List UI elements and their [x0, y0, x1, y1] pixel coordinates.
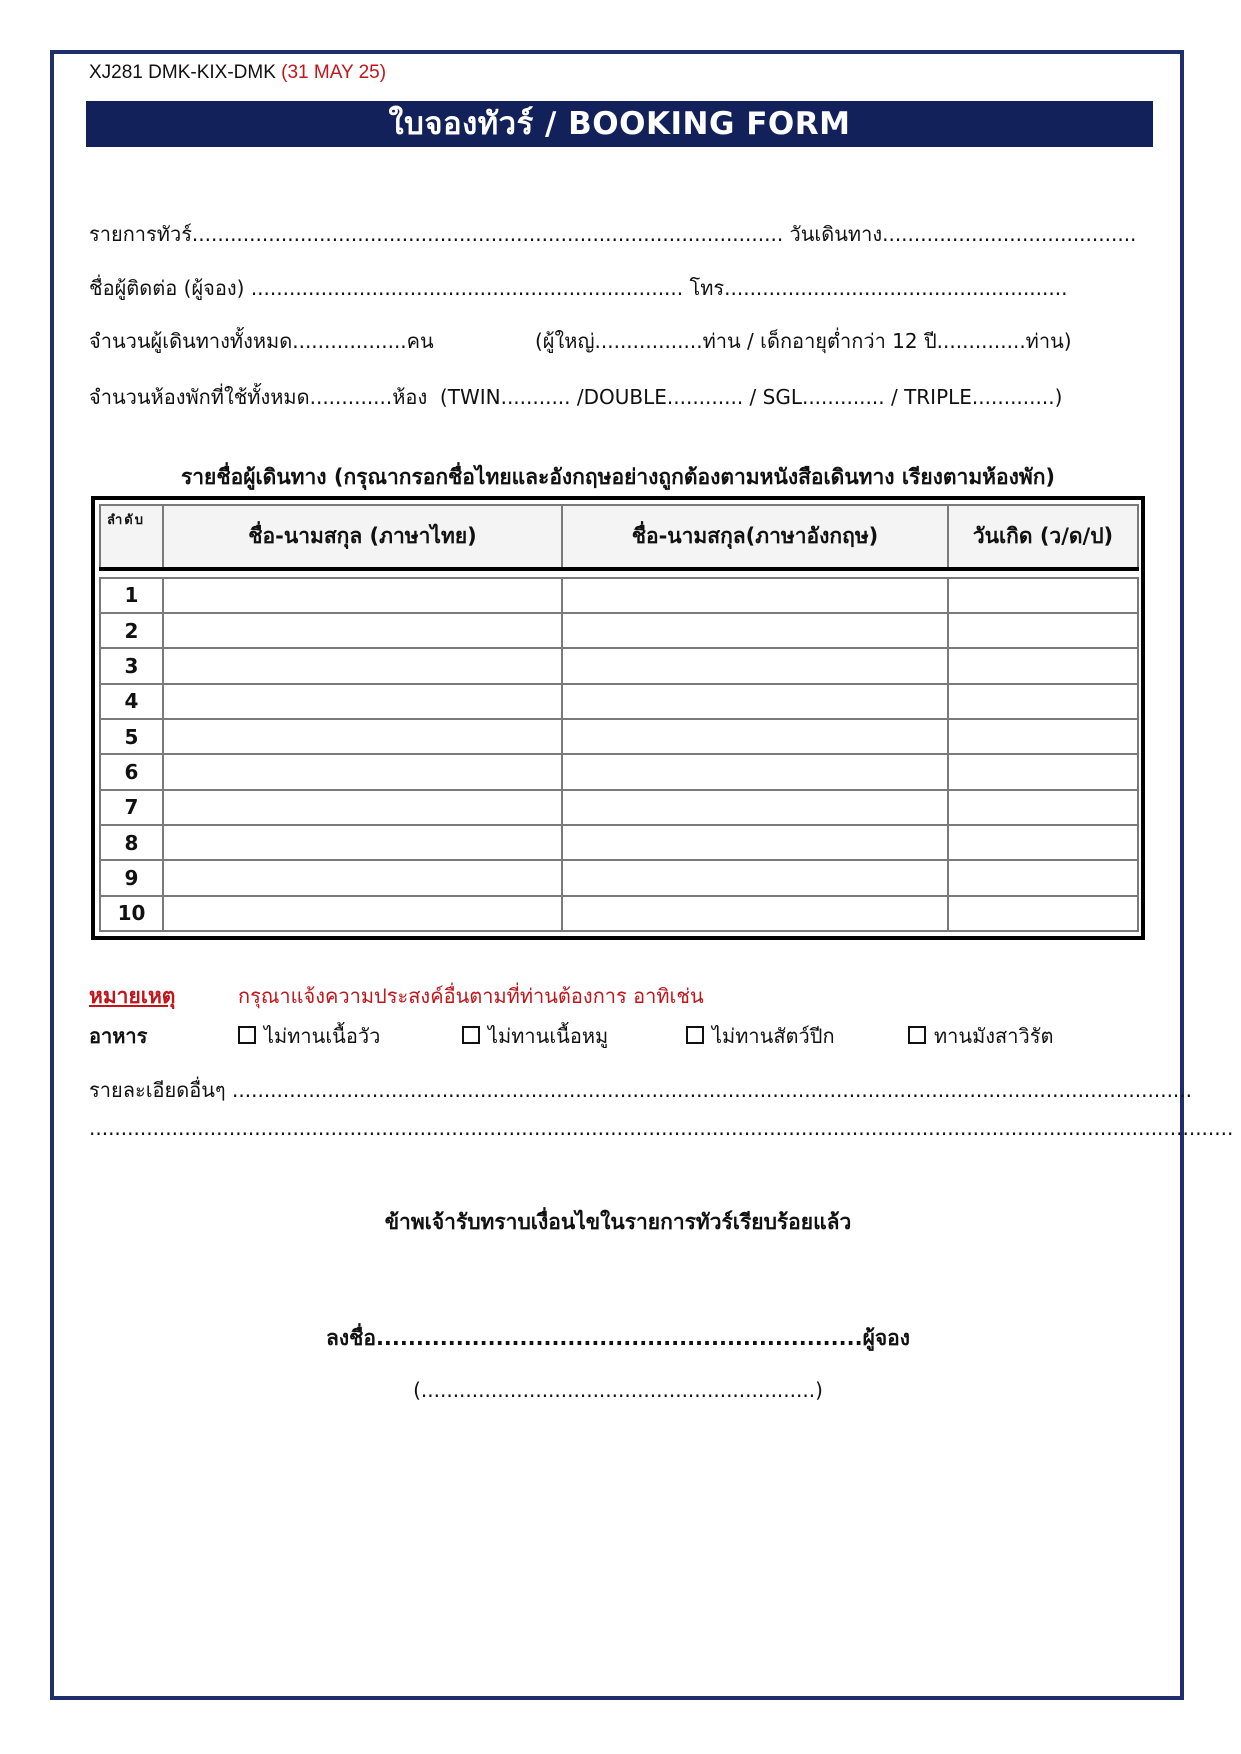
- other-details-line[interactable]: [89, 1074, 1192, 1106]
- birthdate-cell[interactable]: [948, 613, 1138, 648]
- table-row: [100, 860, 1138, 895]
- english-name-cell[interactable]: [562, 719, 948, 754]
- row-number: 10: [100, 896, 163, 931]
- table-row: [100, 790, 1138, 825]
- row-number: 1: [100, 578, 163, 613]
- other-details-text-2: ....................................................................................................................................................................................: [89, 1116, 1234, 1140]
- tour-code: XJ281 DMK-KIX-DMK: [89, 62, 276, 83]
- passenger-list-heading: รายชื่อผู้เดินทาง (กรุณากรอกชื่อไทยและอังกฤษอย่างถูกต้องตามหนังสือเดินทาง เรียงตามห้องพัก): [180, 465, 1056, 489]
- other-details-line-2[interactable]: [89, 1116, 1233, 1140]
- option-no-pork[interactable]: ไม่ทานเนื้อหมู: [462, 1020, 608, 1052]
- thai-name-cell[interactable]: [163, 790, 562, 825]
- thai-name-cell[interactable]: [163, 825, 562, 860]
- row-number: 7: [100, 790, 163, 825]
- birthdate-cell[interactable]: [948, 684, 1138, 719]
- table-row: [100, 754, 1138, 789]
- adult-child-count-text: (ผู้ใหญ่.................ท่าน / เด็กอายุต่ำกว่า 12 ปี..............ท่าน): [535, 329, 1072, 353]
- birthdate-cell[interactable]: [948, 790, 1138, 825]
- row-number: 4: [100, 684, 163, 719]
- contact-name-text: ชื่อผู้ติดต่อ (ผู้จอง) .................................................................... โทร......................................................: [89, 276, 1068, 300]
- thai-name-cell[interactable]: [163, 860, 562, 895]
- english-name-cell[interactable]: [562, 578, 948, 613]
- english-name-cell[interactable]: [562, 684, 948, 719]
- table-row: [100, 896, 1138, 931]
- thai-name-cell[interactable]: [163, 648, 562, 683]
- form-title: ใบจองทัวร์ / BOOKING FORM: [86, 101, 1153, 147]
- english-name-cell[interactable]: [562, 648, 948, 683]
- table-row: [100, 825, 1138, 860]
- room-count-line[interactable]: [89, 381, 1062, 413]
- table-header-row: [100, 505, 1138, 569]
- english-name-cell[interactable]: [562, 825, 948, 860]
- row-number: 9: [100, 860, 163, 895]
- checkbox-vegetarian[interactable]: [908, 1026, 926, 1044]
- table-row: [100, 613, 1138, 648]
- table-row: [100, 578, 1138, 613]
- traveler-count-text: จำนวนผู้เดินทางทั้งหมด..................คน: [89, 329, 434, 353]
- signature-name-line[interactable]: (..............................................................): [413, 1378, 823, 1402]
- thai-name-cell[interactable]: [163, 613, 562, 648]
- english-name-cell[interactable]: [562, 754, 948, 789]
- english-name-cell[interactable]: [562, 790, 948, 825]
- passenger-table: [91, 496, 1145, 940]
- col-header-birthdate: วันเกิด (ว/ด/ป): [948, 505, 1138, 569]
- acknowledgement: ข้าพเจ้ารับทราบเงื่อนไขในรายการทัวร์เรียบร้อยแล้ว: [384, 1210, 852, 1234]
- english-name-cell[interactable]: [562, 613, 948, 648]
- birthdate-cell[interactable]: [948, 578, 1138, 613]
- table-row: [100, 719, 1138, 754]
- english-name-cell[interactable]: [562, 860, 948, 895]
- header-separator: [100, 569, 1138, 578]
- option-no-poultry[interactable]: ไม่ทานสัตว์ปีก: [686, 1020, 835, 1052]
- birthdate-cell[interactable]: [948, 754, 1138, 789]
- thai-name-cell[interactable]: [163, 684, 562, 719]
- remark-text: กรุณาแจ้งความประสงค์อื่นตามที่ท่านต้องการ อาทิเช่น: [238, 984, 704, 1008]
- tour-reference: [89, 62, 386, 84]
- birthdate-cell[interactable]: [948, 719, 1138, 754]
- option-no-beef[interactable]: ไม่ทานเนื้อวัว: [238, 1020, 380, 1052]
- row-number: 2: [100, 613, 163, 648]
- contact-name-line[interactable]: [89, 272, 1067, 304]
- thai-name-cell[interactable]: [163, 754, 562, 789]
- table-row: [100, 684, 1138, 719]
- traveler-count-line[interactable]: [89, 325, 434, 357]
- adult-child-count-line[interactable]: [535, 325, 1072, 357]
- english-name-cell[interactable]: [562, 896, 948, 931]
- thai-name-cell[interactable]: [163, 719, 562, 754]
- birthdate-cell[interactable]: [948, 860, 1138, 895]
- thai-name-cell[interactable]: [163, 896, 562, 931]
- room-count-text: จำนวนห้องพักที่ใช้ทั้งหมด.............ห้อง (TWIN........... /DOUBLE............ / SGL............. / TRIPLE.............): [89, 385, 1063, 409]
- thai-name-cell[interactable]: [163, 578, 562, 613]
- col-header-thai-name: ชื่อ-นามสกุล (ภาษาไทย): [163, 505, 562, 569]
- row-number: 3: [100, 648, 163, 683]
- col-header-no: ลำดับ: [100, 505, 163, 569]
- checkbox-no-pork[interactable]: [462, 1026, 480, 1044]
- tour-program-line[interactable]: [89, 218, 1136, 250]
- col-header-english-name: ชื่อ-นามสกุล(ภาษาอังกฤษ): [562, 505, 948, 569]
- row-number: 5: [100, 719, 163, 754]
- checkbox-no-beef[interactable]: [238, 1026, 256, 1044]
- other-details-text: รายละเอียดอื่นๆ .......................................................................................................................................................: [89, 1078, 1192, 1102]
- remark-label: หมายเหตุ: [89, 984, 176, 1008]
- row-number: 8: [100, 825, 163, 860]
- birthdate-cell[interactable]: [948, 896, 1138, 931]
- tour-date: (31 MAY 25): [281, 62, 387, 83]
- option-vegetarian[interactable]: ทานมังสาวิรัต: [908, 1020, 1053, 1052]
- birthdate-cell[interactable]: [948, 648, 1138, 683]
- tour-program-text: รายการทัวร์............................................................................................. วันเดินทาง........................................: [89, 222, 1137, 246]
- checkbox-no-poultry[interactable]: [686, 1026, 704, 1044]
- food-label: อาหาร: [89, 1024, 148, 1048]
- table-row: [100, 648, 1138, 683]
- birthdate-cell[interactable]: [948, 825, 1138, 860]
- signature-line[interactable]: ลงชื่อ.............................................................ผู้จอง: [325, 1326, 911, 1350]
- row-number: 6: [100, 754, 163, 789]
